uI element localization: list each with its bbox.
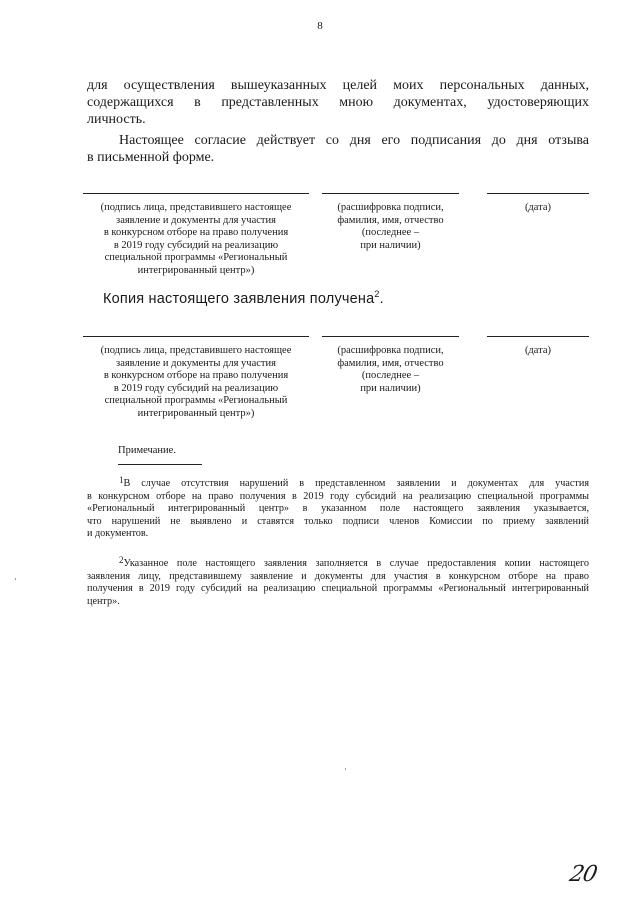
footnote-line	[87, 554, 589, 571]
footnote-text: В случае отсутствия нарушений в представленном заявлении и документах для участия	[123, 478, 589, 489]
caption-line: интегрированный центр»)	[137, 264, 255, 276]
paragraph-line: Настоящее согласие действует со дня его подписания до дня отзыва	[119, 133, 589, 148]
caption-line: (подпись лица, представившего настоящее	[100, 202, 292, 213]
signature-line	[83, 336, 309, 337]
footnote-line: центр».	[87, 595, 120, 607]
date-caption: (дата)	[524, 202, 552, 213]
footnote-marker: 2	[119, 555, 124, 565]
date-line	[487, 193, 589, 194]
caption-line: при наличии)	[360, 382, 421, 394]
caption-line: фамилия, имя, отчество	[337, 214, 444, 226]
caption-line: (подпись лица, представившего настоящее	[100, 345, 292, 356]
signature-caption	[83, 202, 309, 277]
caption-line: в конкурсном отборе на право получения	[103, 227, 289, 238]
footnote-2	[87, 554, 589, 608]
handwritten-page-number: 20	[567, 862, 599, 887]
caption-line: (расшифровка подписи,	[337, 202, 444, 213]
caption-line: в 2019 году субсидий на реализацию	[113, 239, 279, 251]
footnote-line: «Региональный интегрированный центр» в указанном поле настоящего заявления указывается,	[87, 503, 589, 515]
paragraph-line: для осуществления вышеуказанных целей моих персональных данных,	[87, 78, 589, 93]
paragraph-consent-validity	[87, 132, 589, 166]
caption-line: специальной программы «Региональный	[104, 395, 288, 406]
caption-line: специальной программы «Региональный	[104, 252, 288, 263]
name-caption	[322, 345, 459, 395]
footnote-line: и документов.	[87, 528, 149, 540]
signature-caption	[83, 345, 309, 420]
caption-line: (расшифровка подписи,	[337, 345, 444, 356]
caption-line: (последнее –	[361, 227, 420, 238]
copy-received-text: Копия настоящего заявления получена	[103, 291, 375, 307]
date-caption: (дата)	[524, 345, 552, 356]
page-number: 8	[317, 20, 323, 32]
caption-line: интегрированный центр»)	[137, 407, 255, 419]
footnote-line	[87, 474, 589, 491]
date-line	[487, 336, 589, 337]
name-line	[322, 193, 459, 194]
caption-line: заявление и документы для участия	[116, 214, 276, 226]
footnote-line: получения в 2019 году субсидий на реализацию специальной программы «Региональный интегрированный	[87, 583, 589, 595]
caption-line: в 2019 году субсидий на реализацию	[113, 382, 279, 394]
paragraph-line: личность.	[87, 112, 146, 127]
paragraph-consent-purpose	[87, 77, 589, 128]
caption-line: заявление и документы для участия	[116, 357, 276, 369]
copy-received-statement	[103, 289, 384, 307]
notes-title: Примечание.	[118, 445, 176, 456]
copy-received-suffix: .	[379, 291, 384, 307]
caption-line: при наличии)	[360, 239, 421, 251]
footnote-ref: 2	[374, 289, 380, 299]
footnote-line: в конкурсном отборе на право получения в 2019 году субсидий на реализацию специальной программы	[87, 490, 589, 502]
caption-line: в конкурсном отборе на право получения	[103, 370, 289, 381]
paragraph-line: содержащихся в представленных мною документах, удостоверяющих	[87, 95, 589, 110]
scan-speck	[15, 578, 16, 580]
caption-line: фамилия, имя, отчество	[337, 357, 444, 369]
footnote-text: Указанное поле настоящего заявления заполняется в случае предоставления копии настоящего	[123, 558, 589, 569]
name-line	[322, 336, 459, 337]
footnote-separator	[118, 464, 202, 465]
footnote-1	[87, 474, 589, 541]
caption-line: (последнее –	[361, 370, 420, 381]
name-caption	[322, 202, 459, 252]
signature-line	[83, 193, 309, 194]
footnote-line: что нарушений не выявлено и ставятся только подписи членов Комиссии по приему заявлений	[87, 515, 589, 527]
paragraph-line: в письменной форме.	[87, 150, 215, 165]
footnote-marker: 1	[119, 475, 124, 485]
scan-speck	[345, 768, 346, 770]
footnote-line: заявления лицу, представившему заявление и документы для участия в конкурсном отборе на право	[87, 570, 589, 582]
